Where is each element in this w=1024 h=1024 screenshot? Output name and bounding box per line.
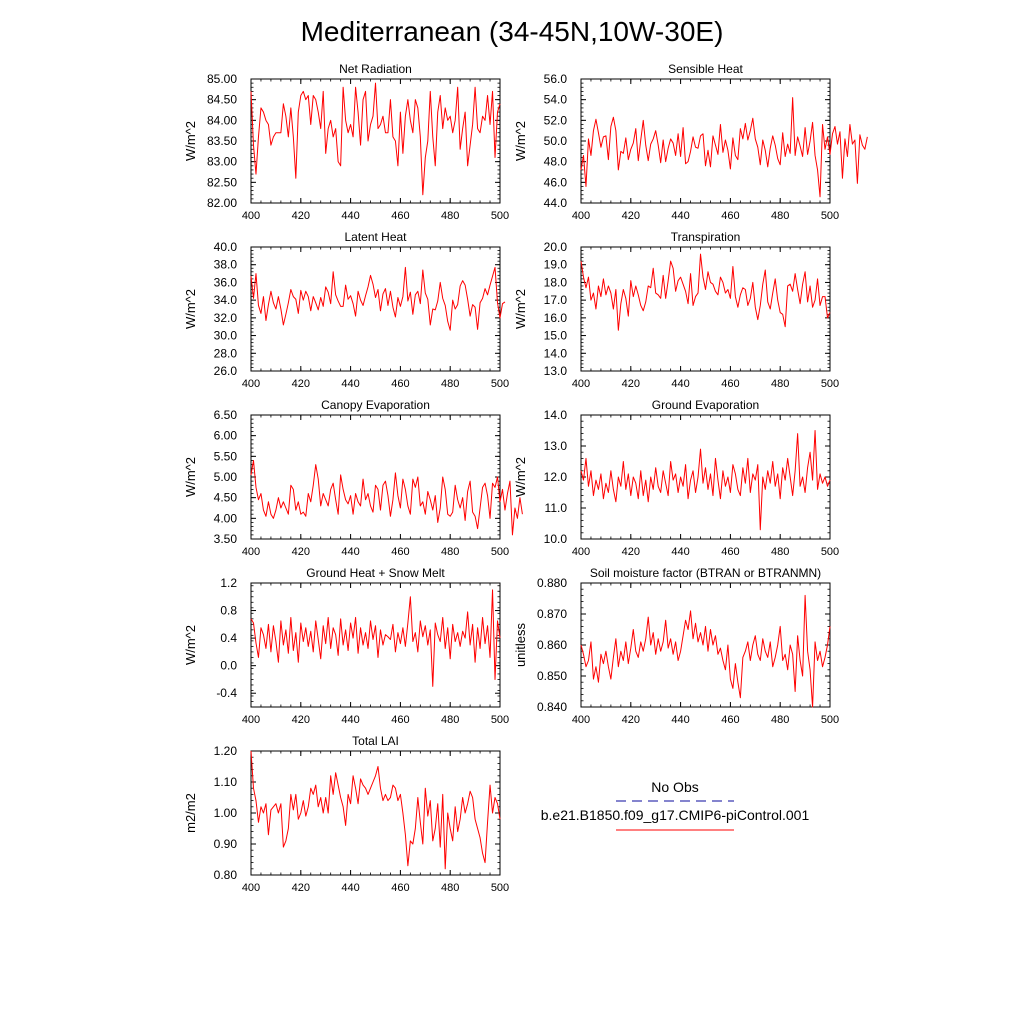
x-tick-label: 480 — [441, 546, 460, 558]
y-tick-label: 6.50 — [213, 408, 237, 422]
x-tick-label: 460 — [391, 210, 410, 222]
x-tick-label: 460 — [391, 546, 410, 558]
x-tick-label: 500 — [490, 378, 510, 390]
y-tick-label: 54.0 — [543, 92, 567, 107]
x-tick-label: 460 — [721, 378, 740, 390]
x-tick-label: 420 — [621, 546, 640, 558]
y-tick-label: 34.0 — [213, 293, 237, 308]
x-tick-label: 400 — [571, 546, 591, 558]
y-tick-label: 1.00 — [213, 806, 237, 820]
y-tick-label: 17.0 — [543, 293, 567, 308]
y-tick-label: 12.0 — [543, 470, 567, 484]
x-tick-label: 400 — [241, 714, 261, 726]
y-tick-label: 6.00 — [213, 428, 237, 443]
y-tick-label: 50.0 — [543, 134, 567, 148]
y-tick-label: 83.00 — [206, 154, 237, 169]
y-axis-label: W/m^2 — [183, 456, 198, 498]
y-tick-label: 1.10 — [213, 775, 237, 789]
x-tick-label: 480 — [441, 378, 460, 390]
x-tick-label: 500 — [490, 546, 510, 558]
y-tick-label: 46.0 — [543, 175, 567, 190]
y-tick-label: 0.90 — [213, 837, 237, 851]
y-tick-label: 1.20 — [213, 744, 237, 758]
x-tick-label: 420 — [621, 378, 640, 390]
x-tick-label: 440 — [671, 714, 690, 726]
x-tick-label: 460 — [721, 210, 740, 222]
x-tick-label: 480 — [771, 378, 790, 390]
y-tick-label: 19.0 — [543, 257, 567, 272]
x-tick-label: 400 — [571, 210, 591, 222]
y-axis-label: W/m^2 — [513, 456, 528, 498]
figure-title: Mediterranean (34-45N,10W-30E) — [300, 16, 724, 47]
x-tick-label: 460 — [721, 546, 740, 558]
y-tick-label: 18.0 — [543, 275, 567, 290]
x-tick-label: 480 — [771, 210, 790, 222]
y-tick-label: 4.50 — [213, 490, 237, 505]
x-tick-label: 400 — [241, 378, 261, 390]
x-tick-label: 400 — [571, 378, 591, 390]
y-tick-label: 13.0 — [543, 364, 567, 378]
chart-title: Transpiration — [670, 230, 741, 244]
y-tick-label: 0.870 — [536, 607, 567, 621]
y-tick-label: 15.0 — [543, 328, 567, 343]
chart-title: Ground Evaporation — [651, 398, 760, 412]
y-tick-label: 14.0 — [543, 346, 567, 361]
x-tick-label: 400 — [571, 714, 591, 726]
y-tick-label: 3.50 — [213, 532, 237, 546]
x-tick-label: 400 — [241, 210, 261, 222]
chart-title: Soil moisture factor (BTRAN or BTRANMN) — [589, 566, 822, 580]
x-tick-label: 500 — [820, 378, 840, 390]
x-tick-label: 480 — [441, 714, 460, 726]
legend-obs-label: No Obs — [651, 779, 699, 795]
x-tick-label: 480 — [771, 546, 790, 558]
x-tick-label: 400 — [241, 546, 261, 558]
x-tick-label: 420 — [291, 378, 310, 390]
chart-title: Canopy Evaporation — [321, 398, 430, 412]
x-tick-label: 460 — [721, 714, 740, 726]
y-tick-label: 48.0 — [543, 154, 567, 169]
y-tick-label: 84.50 — [206, 92, 237, 107]
y-tick-label: 0.850 — [536, 669, 567, 683]
y-tick-label: 1.2 — [220, 576, 237, 590]
x-tick-label: 460 — [391, 378, 410, 390]
y-tick-label: 83.50 — [206, 134, 237, 148]
y-axis-label: unitless — [513, 622, 528, 668]
chart-title: Net Radiation — [339, 62, 412, 76]
x-tick-label: 440 — [671, 210, 690, 222]
y-tick-label: 40.0 — [213, 240, 237, 254]
y-tick-label: 16.0 — [543, 310, 567, 325]
y-tick-label: 5.00 — [213, 470, 237, 484]
y-tick-label: 0.840 — [536, 700, 567, 714]
y-axis-label: m2/m2 — [183, 793, 198, 833]
y-tick-label: 82.00 — [206, 196, 237, 210]
y-tick-label: 28.0 — [213, 346, 237, 361]
x-tick-label: 440 — [341, 378, 360, 390]
x-tick-label: 480 — [441, 210, 460, 222]
y-tick-label: -0.4 — [216, 686, 237, 701]
chart-title: Total LAI — [352, 734, 399, 748]
x-tick-label: 500 — [490, 714, 510, 726]
y-tick-label: 0.4 — [220, 631, 237, 646]
y-tick-label: 82.50 — [206, 175, 237, 190]
y-tick-label: 0.0 — [220, 658, 237, 673]
x-tick-label: 500 — [820, 210, 840, 222]
y-axis-label: W/m^2 — [513, 288, 528, 330]
y-tick-label: 0.8 — [220, 603, 237, 618]
x-tick-label: 440 — [341, 546, 360, 558]
x-tick-label: 500 — [490, 882, 510, 894]
y-axis-label: W/m^2 — [183, 288, 198, 330]
x-tick-label: 420 — [621, 714, 640, 726]
y-tick-label: 26.0 — [213, 364, 237, 378]
x-tick-label: 420 — [291, 882, 310, 894]
x-tick-label: 500 — [820, 546, 840, 558]
y-tick-label: 52.0 — [543, 113, 567, 128]
y-tick-label: 11.0 — [544, 501, 567, 515]
x-tick-label: 480 — [771, 714, 790, 726]
x-tick-label: 420 — [291, 546, 310, 558]
x-tick-label: 440 — [671, 546, 690, 558]
y-tick-label: 84.00 — [206, 113, 237, 128]
x-tick-label: 500 — [490, 210, 510, 222]
y-tick-label: 36.0 — [213, 275, 237, 290]
y-tick-label: 10.0 — [543, 532, 567, 546]
y-tick-label: 0.880 — [536, 576, 567, 590]
y-tick-label: 56.0 — [543, 72, 567, 86]
y-tick-label: 38.0 — [213, 257, 237, 272]
x-tick-label: 440 — [341, 210, 360, 222]
chart-title: Ground Heat + Snow Melt — [306, 566, 445, 580]
x-tick-label: 460 — [391, 882, 410, 894]
y-tick-label: 20.0 — [543, 240, 567, 254]
y-tick-label: 32.0 — [213, 310, 237, 325]
y-axis-label: W/m^2 — [513, 120, 528, 162]
x-tick-label: 420 — [291, 714, 310, 726]
y-tick-label: 0.860 — [536, 638, 567, 652]
legend-run-label: b.e21.B1850.f09_g17.CMIP6-piControl.001 — [540, 807, 810, 823]
x-tick-label: 420 — [621, 210, 640, 222]
y-tick-label: 14.0 — [543, 408, 567, 422]
x-tick-label: 440 — [341, 714, 360, 726]
x-tick-label: 480 — [441, 882, 460, 894]
y-tick-label: 5.50 — [213, 449, 237, 464]
x-tick-label: 460 — [391, 714, 410, 726]
y-tick-label: 85.00 — [206, 72, 237, 86]
x-tick-label: 440 — [671, 378, 690, 390]
x-tick-label: 400 — [241, 882, 261, 894]
chart-title: Sensible Heat — [668, 62, 743, 76]
x-tick-label: 500 — [820, 714, 840, 726]
y-tick-label: 13.0 — [543, 439, 567, 453]
y-tick-label: 30.0 — [213, 328, 237, 343]
x-tick-label: 440 — [341, 882, 360, 894]
y-axis-label: W/m^2 — [183, 624, 198, 666]
y-tick-label: 44.0 — [543, 196, 567, 210]
y-tick-label: 0.80 — [213, 868, 237, 882]
chart-title: Latent Heat — [344, 230, 407, 244]
y-axis-label: W/m^2 — [183, 120, 198, 162]
y-tick-label: 4.00 — [213, 511, 237, 526]
x-tick-label: 420 — [291, 210, 310, 222]
